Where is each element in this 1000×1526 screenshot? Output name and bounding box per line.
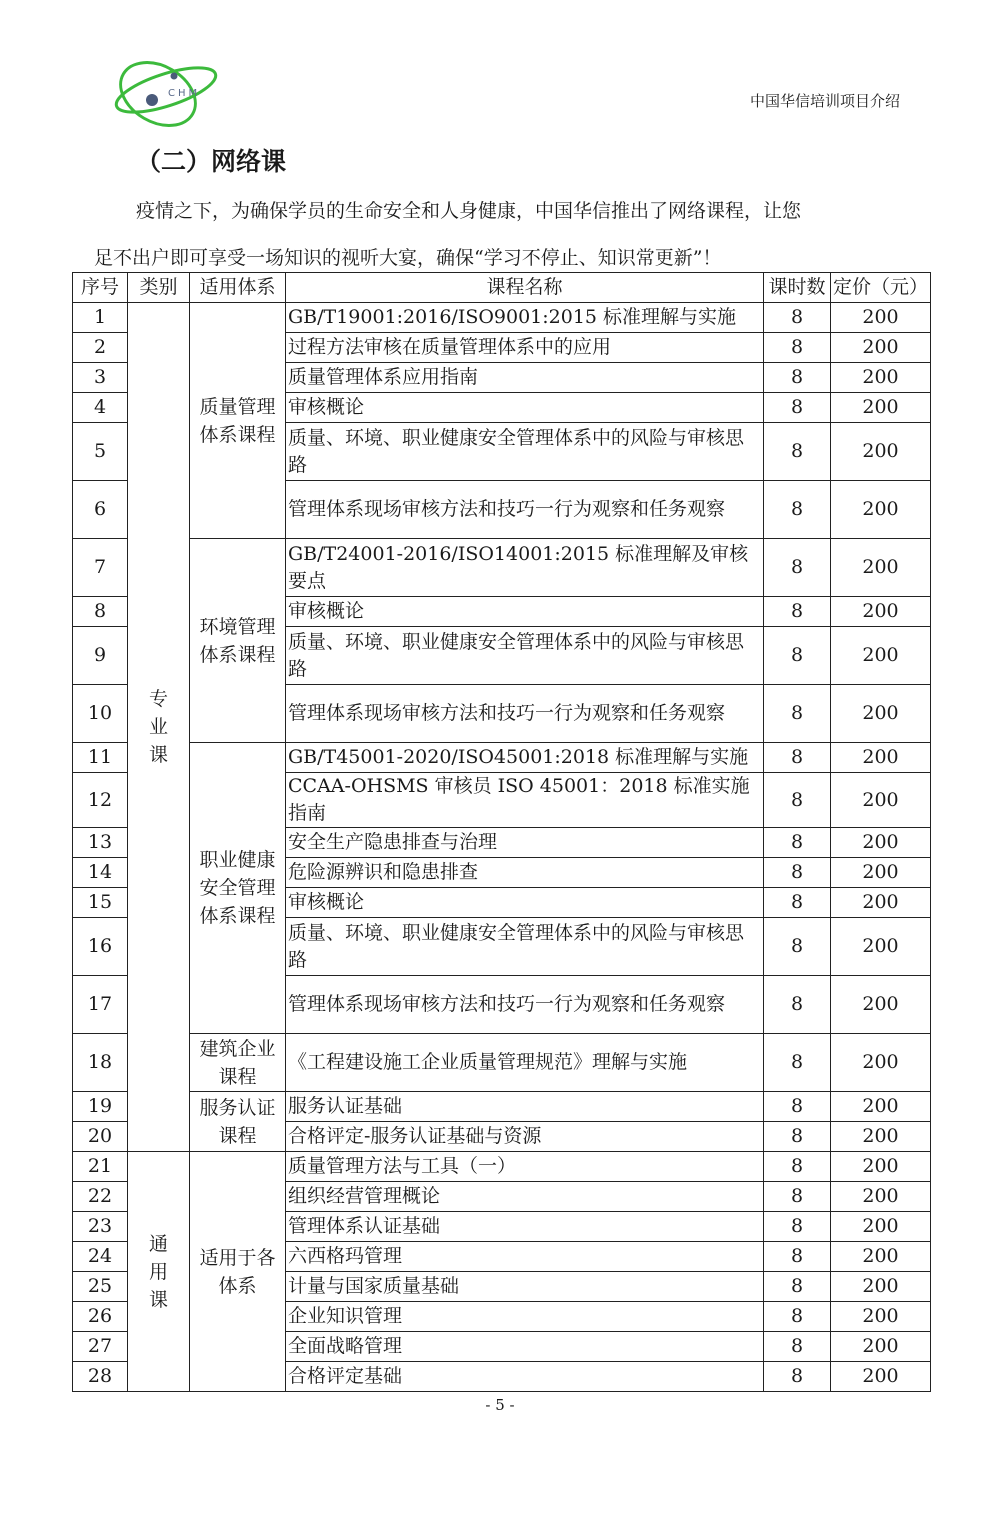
logo-text: CHM xyxy=(168,88,201,99)
course-hours: 8 xyxy=(764,1092,831,1122)
course-hours: 8 xyxy=(764,828,831,858)
course-hours: 8 xyxy=(764,918,831,976)
row-number: 17 xyxy=(73,976,128,1034)
category-cell xyxy=(128,1152,190,1392)
course-price: 200 xyxy=(831,743,931,773)
row-number: 22 xyxy=(73,1182,128,1212)
course-price: 200 xyxy=(831,685,931,743)
course-name: 《工程建设施工企业质量管理规范》理解与实施 xyxy=(286,1034,764,1092)
course-price: 200 xyxy=(831,773,931,828)
course-price: 200 xyxy=(831,1152,931,1182)
table-row xyxy=(73,1034,931,1092)
course-name: 安全生产隐患排查与治理 xyxy=(286,828,764,858)
header-hours: 课时数 xyxy=(764,273,831,303)
course-name: GB/T19001:2016/ISO9001:2015 标准理解与实施 xyxy=(286,303,764,333)
course-price: 200 xyxy=(831,303,931,333)
course-price: 200 xyxy=(831,333,931,363)
page-number: - 5 - xyxy=(485,1396,515,1414)
row-number: 16 xyxy=(73,918,128,976)
category-char: 业 xyxy=(148,716,168,738)
course-name: 质量管理体系应用指南 xyxy=(286,363,764,393)
course-name: 危险源辨识和隐患排查 xyxy=(286,858,764,888)
course-hours: 8 xyxy=(764,393,831,423)
category-char: 用 xyxy=(148,1260,168,1283)
system-cell: 质量管理体系课程 xyxy=(190,303,286,539)
course-hours: 8 xyxy=(764,333,831,363)
system-cell: 职业健康安全管理体系课程 xyxy=(190,743,286,1034)
course-name: 企业知识管理 xyxy=(286,1302,764,1332)
company-logo xyxy=(108,52,220,130)
row-number: 19 xyxy=(73,1092,128,1122)
course-hours: 8 xyxy=(764,597,831,627)
row-number: 2 xyxy=(73,333,128,363)
row-number: 8 xyxy=(73,597,128,627)
table-row xyxy=(73,303,931,333)
course-name: GB/T24001-2016/ISO14001:2015 标准理解及审核要点 xyxy=(286,539,764,597)
header-no: 序号 xyxy=(73,273,128,303)
table-header-row xyxy=(73,273,931,303)
course-price: 200 xyxy=(831,539,931,597)
row-number: 7 xyxy=(73,539,128,597)
course-hours: 8 xyxy=(764,1362,831,1392)
org-label: 中国华信培训项目介绍 xyxy=(749,92,900,110)
course-price: 200 xyxy=(831,1092,931,1122)
table-row xyxy=(73,539,931,597)
course-hours: 8 xyxy=(764,1212,831,1242)
course-price: 200 xyxy=(831,918,931,976)
course-price: 200 xyxy=(831,423,931,481)
row-number: 21 xyxy=(73,1152,128,1182)
row-number: 6 xyxy=(73,481,128,539)
table-row xyxy=(73,743,931,773)
system-cell: 建筑企业课程 xyxy=(190,1034,286,1092)
row-number: 18 xyxy=(73,1034,128,1092)
category-cell xyxy=(128,303,190,1152)
course-hours: 8 xyxy=(764,976,831,1034)
course-price: 200 xyxy=(831,627,931,685)
course-hours: 8 xyxy=(764,303,831,333)
course-name: 管理体系现场审核方法和技巧一行为观察和任务观察 xyxy=(286,685,764,743)
course-price: 200 xyxy=(831,1212,931,1242)
course-price: 200 xyxy=(831,1034,931,1092)
course-name: 全面战略管理 xyxy=(286,1332,764,1362)
course-hours: 8 xyxy=(764,1332,831,1362)
header-category: 类别 xyxy=(128,273,190,303)
table-row xyxy=(73,1092,931,1122)
course-name: CCAA-OHSMS 审核员 ISO 45001：2018 标准实施指南 xyxy=(286,773,764,828)
course-price: 200 xyxy=(831,828,931,858)
category-char: 课 xyxy=(148,1288,168,1311)
row-number: 25 xyxy=(73,1272,128,1302)
row-number: 20 xyxy=(73,1122,128,1152)
course-name: 六西格玛管理 xyxy=(286,1242,764,1272)
table-row xyxy=(73,1152,931,1182)
course-price: 200 xyxy=(831,1182,931,1212)
course-name: 质量、环境、职业健康安全管理体系中的风险与审核思路 xyxy=(286,918,764,976)
course-hours: 8 xyxy=(764,1034,831,1092)
course-price: 200 xyxy=(831,976,931,1034)
intro-line-2: 足不出户即可享受一场知识的视听大宴，确保“学习不停止、知识常更新”！ xyxy=(94,247,722,269)
row-number: 13 xyxy=(73,828,128,858)
system-cell: 适用于各体系 xyxy=(190,1152,286,1392)
row-number: 9 xyxy=(73,627,128,685)
course-hours: 8 xyxy=(764,888,831,918)
course-hours: 8 xyxy=(764,627,831,685)
category-char: 通 xyxy=(148,1232,168,1255)
course-price: 200 xyxy=(831,393,931,423)
course-price: 200 xyxy=(831,888,931,918)
course-name: 审核概论 xyxy=(286,888,764,918)
header-course-name: 课程名称 xyxy=(286,273,764,303)
row-number: 5 xyxy=(73,423,128,481)
course-hours: 8 xyxy=(764,1122,831,1152)
course-hours: 8 xyxy=(764,1152,831,1182)
course-price: 200 xyxy=(831,481,931,539)
row-number: 23 xyxy=(73,1212,128,1242)
course-hours: 8 xyxy=(764,1242,831,1272)
course-name: 服务认证基础 xyxy=(286,1092,764,1122)
category-char: 专 xyxy=(148,688,168,710)
course-hours: 8 xyxy=(764,423,831,481)
course-hours: 8 xyxy=(764,481,831,539)
course-hours: 8 xyxy=(764,858,831,888)
course-price: 200 xyxy=(831,1332,931,1362)
course-hours: 8 xyxy=(764,539,831,597)
row-number: 14 xyxy=(73,858,128,888)
row-number: 1 xyxy=(73,303,128,333)
row-number: 12 xyxy=(73,773,128,828)
row-number: 11 xyxy=(73,743,128,773)
header-system: 适用体系 xyxy=(190,273,286,303)
course-name: 组织经营管理概论 xyxy=(286,1182,764,1212)
course-price: 200 xyxy=(831,597,931,627)
section-heading: （二）网络课 xyxy=(136,147,287,176)
course-name: 管理体系现场审核方法和技巧一行为观察和任务观察 xyxy=(286,976,764,1034)
course-name: 管理体系认证基础 xyxy=(286,1212,764,1242)
row-number: 15 xyxy=(73,888,128,918)
course-name: 审核概论 xyxy=(286,393,764,423)
course-table xyxy=(72,272,931,1392)
course-price: 200 xyxy=(831,858,931,888)
row-number: 10 xyxy=(73,685,128,743)
course-hours: 8 xyxy=(764,1302,831,1332)
course-name: 质量管理方法与工具（一） xyxy=(286,1152,764,1182)
row-number: 3 xyxy=(73,363,128,393)
course-hours: 8 xyxy=(764,773,831,828)
system-cell: 环境管理体系课程 xyxy=(190,539,286,743)
course-price: 200 xyxy=(831,363,931,393)
course-price: 200 xyxy=(831,1302,931,1332)
row-number: 4 xyxy=(73,393,128,423)
course-price: 200 xyxy=(831,1272,931,1302)
row-number: 27 xyxy=(73,1332,128,1362)
system-cell: 服务认证课程 xyxy=(190,1092,286,1152)
course-price: 200 xyxy=(831,1362,931,1392)
row-number: 28 xyxy=(73,1362,128,1392)
course-name: 合格评定-服务认证基础与资源 xyxy=(286,1122,764,1152)
course-name: 计量与国家质量基础 xyxy=(286,1272,764,1302)
course-name: 审核概论 xyxy=(286,597,764,627)
header-price: 定价（元） xyxy=(831,273,931,303)
course-price: 200 xyxy=(831,1122,931,1152)
course-name: 合格评定基础 xyxy=(286,1362,764,1392)
course-name: 过程方法审核在质量管理体系中的应用 xyxy=(286,333,764,363)
course-hours: 8 xyxy=(764,1272,831,1302)
course-name: 质量、环境、职业健康安全管理体系中的风险与审核思路 xyxy=(286,423,764,481)
row-number: 24 xyxy=(73,1242,128,1272)
course-name: 管理体系现场审核方法和技巧一行为观察和任务观察 xyxy=(286,481,764,539)
course-hours: 8 xyxy=(764,1182,831,1212)
intro-line-1: 疫情之下，为确保学员的生命安全和人身健康，中国华信推出了网络课程，让您 xyxy=(136,200,802,222)
course-hours: 8 xyxy=(764,363,831,393)
course-price: 200 xyxy=(831,1242,931,1272)
category-char: 课 xyxy=(148,744,168,766)
course-hours: 8 xyxy=(764,685,831,743)
course-name: GB/T45001-2020/ISO45001:2018 标准理解与实施 xyxy=(286,743,764,773)
row-number: 26 xyxy=(73,1302,128,1332)
course-hours: 8 xyxy=(764,743,831,773)
course-name: 质量、环境、职业健康安全管理体系中的风险与审核思路 xyxy=(286,627,764,685)
